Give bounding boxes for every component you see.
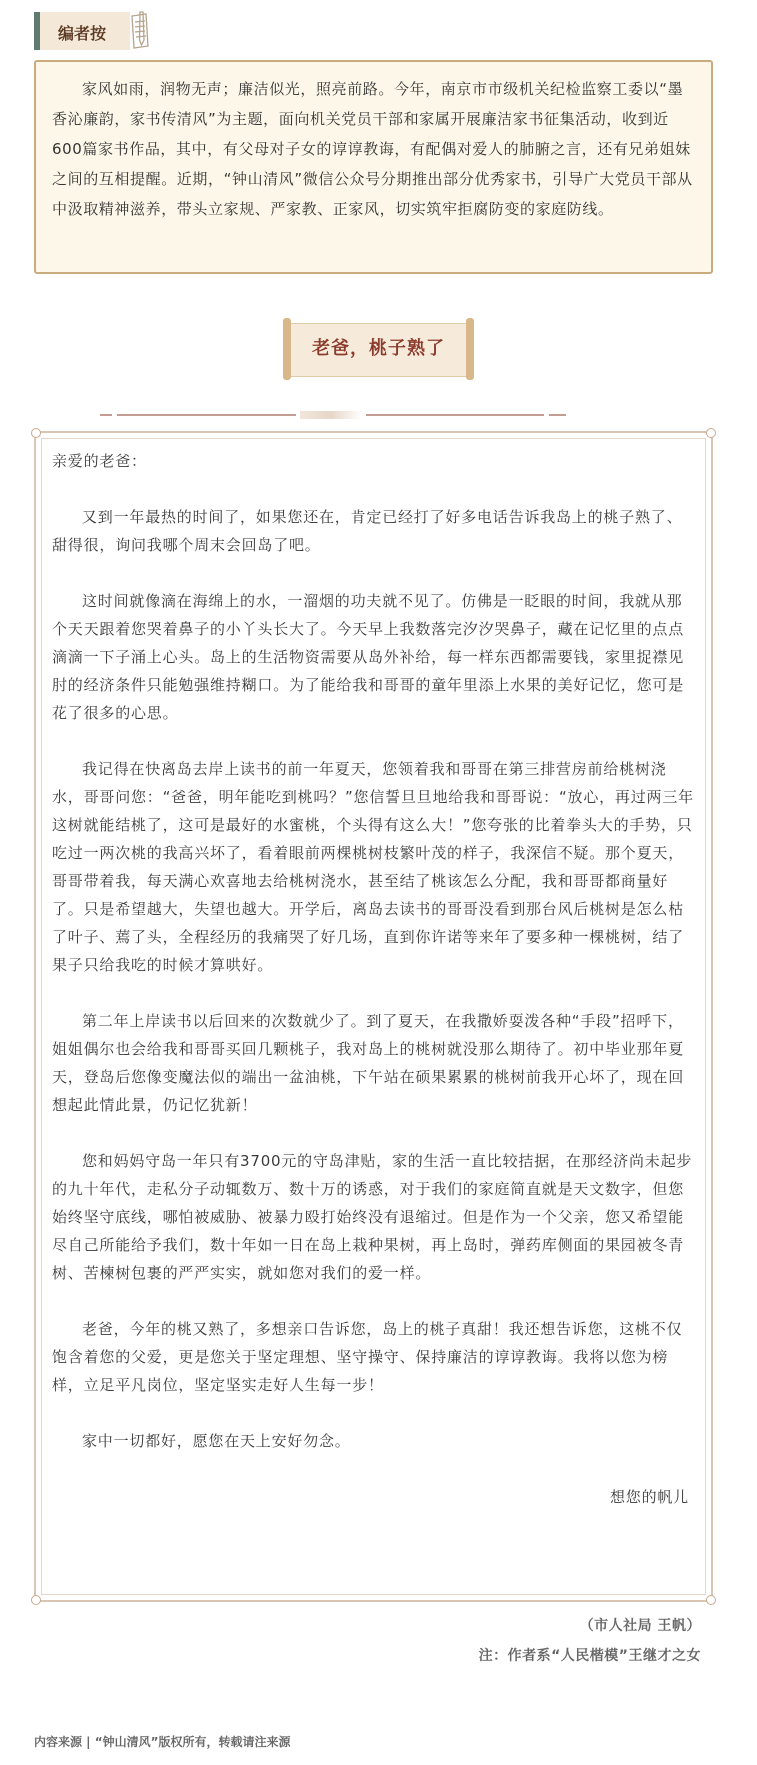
letter-signature: 想您的帆儿 — [609, 1488, 689, 1506]
content-source: 内容来源 | “钟山清风”版权所有，转载请注来源 — [34, 1735, 291, 1749]
section-divider — [100, 411, 657, 419]
letter-paragraph: 又到一年最热的时间了，如果您还在，肯定已经打了好多电话告诉我岛上的桃子熟了、甜得很，询问我哪个周末会回岛了吧。 — [52, 508, 683, 554]
letter-paragraph: 老爸，今年的桃又熟了，多想亲口告诉您，岛上的桃子真甜！我还想告诉您，这桃不仅饱含着您的父爱，更是您关于坚定理想、坚守操守、保持廉洁的谆谆教诲。我将以您为榜样，立足平凡岗位，坚定坚实走好人生每一步！ — [52, 1320, 683, 1394]
corner-ornament — [706, 428, 716, 438]
editor-note-header — [34, 12, 130, 50]
letter-paragraph: 您和妈妈守岛一年只有3700元的守岛津贴，家的生活一直比较拮据，在那经济尚未起步的九十年代，走私分子动辄数万、数十万的诱惑，对于我们的家庭简直就是天文数字，但您始终坚守底线，哪怕被威胁、被暴力殴打始终没有退缩过。但是作为一个父亲，您又希望能尽自己所能给予我们，数十年如一日在岛上栽种果树，再上岛时，弹药库侧面的果园被冬青树、苦楝树包裹的严严实实，就如您对我们的爱一样。 — [52, 1152, 693, 1282]
letter-paragraph: 我记得在快离岛去岸上读书的前一年夏天，您领着我和哥哥在第三排营房前给桃树浇水，哥哥问您：“爸爸，明年能吃到桃吗？”您信誓旦旦地给我和哥哥说：“放心，再过两三年这树就能结桃了，这可是最好的水蜜桃，个头得有这么大！”您夸张的比着拳头大的手势，只吃过一两次桃的我高兴坏了，看着眼前两棵桃树枝繁叶茂的样子，我深信不疑。那个夏天，哥哥带着我，每天满心欢喜地去给桃树浇水，甚至结了桃该怎么分配，我和哥哥都商量好了。只是希望越大，失望也越大。开学后，离岛去读书的哥哥没看到那台风后桃树是怎么枯了叶子、蔫了头，全程经历的我痛哭了好几场，直到你许诺等来年了要多种一棵桃树，结了果子只给我吃的时候才算哄好。 — [52, 760, 694, 974]
letter-content — [52, 447, 695, 1511]
article-title: 老爸，桃子熟了 — [312, 338, 445, 359]
editor-note-heading: 编者按 — [58, 24, 107, 43]
author-note: 注：作者系“人民楷模”王继才之女 — [478, 1648, 701, 1664]
article-title-banner — [283, 318, 474, 380]
editor-note-text: 家风如雨，润物无声；廉洁似光，照亮前路。今年，南京市市级机关纪检监察工委以“墨香沁廉韵，家书传清风”为主题，面向机关党员干部和家属开展廉洁家书征集活动，收到近600篇家书作品，其中，有父母对子女的谆谆教诲，有配偶对爱人的肺腑之言，还有兄弟姐妹之间的互相提醒。近期，“钟山清风”微信公众号分期推出部分优秀家书，引导广大党员干部从中汲取精神滋养，带头立家规、严家教、正家风，切实筑牢拒腐防变的家庭防线。 — [52, 80, 693, 218]
letter-frame — [34, 431, 713, 1602]
letter-paragraph: 家中一切都好，愿您在天上安好勿念。 — [82, 1432, 351, 1450]
pen-paper-icon — [126, 10, 152, 52]
editor-note-box — [34, 60, 713, 274]
letter-salutation: 亲爱的老爸： — [52, 452, 147, 470]
corner-ornament — [31, 428, 41, 438]
letter-paragraph: 第二年上岸读书以后回来的次数就少了。到了夏天，在我撒娇耍泼各种“手段”招呼下，姐姐偶尔也会给我和哥哥买回几颗桃子，我对岛上的桃树就没那么期待了。初中毕业那年夏天，登岛后您像变魔法似的端出一盆油桃，下午站在硕果累累的桃树前我开心坏了，现在回想起此情此景，仍记忆犹新！ — [52, 1012, 685, 1114]
corner-ornament — [31, 1595, 41, 1605]
corner-ornament — [706, 1595, 716, 1605]
author-credit: （市人社局 王帆） — [579, 1618, 701, 1634]
letter-paragraph: 这时间就像滴在海绵上的水，一溜烟的功夫就不见了。仿佛是一眨眼的时间，我就从那个天天跟着您哭着鼻子的小丫头长大了。今天早上我数落完汐汐哭鼻子，藏在记忆里的点点滴滴一下子涌上心头。岛上的生活物资需要从岛外补给，每一样东西都需要钱，家里捉襟见肘的经济条件只能勉强维持糊口。为了能给我和哥哥的童年里添上水果的美好记忆，您可是花了很多的心思。 — [52, 592, 685, 722]
